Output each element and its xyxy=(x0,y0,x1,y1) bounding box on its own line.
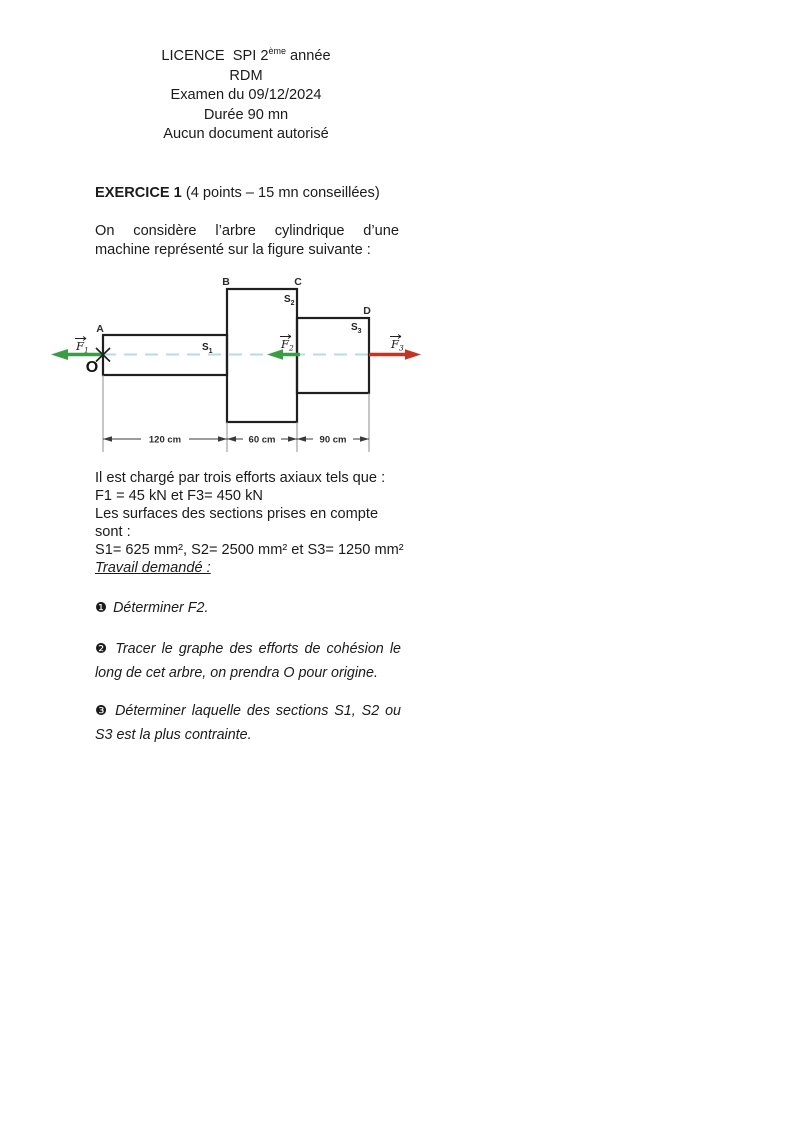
section-label-s1: $S_1$ xyxy=(202,342,213,355)
question-1 xyxy=(95,596,401,620)
header-course-pre: LICENCE SPI 2 xyxy=(161,48,269,64)
force-f3-arrowhead-icon xyxy=(405,349,421,359)
dim-arrowhead-icon xyxy=(360,436,369,442)
question-1-text: Déterminer F2. xyxy=(113,600,209,616)
question-3 xyxy=(95,699,401,748)
header-course-post: année xyxy=(285,48,331,64)
exercise-intro-paragraph: On considère l’arbre cylindrique d’une machine représenté sur la figure suivante : xyxy=(95,223,399,258)
section-label-s3: $S_3$ xyxy=(351,322,362,335)
loading-description xyxy=(95,470,407,560)
loading-line-4: S1= 625 mm², S2= 2500 mm² et S3= 1250 mm² xyxy=(95,541,404,558)
force-label-f2: $F_2$ xyxy=(281,337,294,353)
question-2-text: Tracer le graphe des efforts de cohésion le long de cet arbre, on prendra O pour origine. xyxy=(95,641,401,682)
dimension-label-90cm: 90 cm xyxy=(319,434,347,446)
header-line-duration: Durée 90 mn xyxy=(203,106,289,123)
header-line-no-documents: Aucun document autorisé xyxy=(163,126,329,142)
question-1-number-icon: ❶ xyxy=(95,600,108,616)
shaft-diagram-svg xyxy=(45,268,425,458)
work-requested-heading: Travail demandé : xyxy=(95,560,211,576)
force-label-f3: $F_3$ xyxy=(391,337,404,353)
exercise-title-number: EXERCICE 1 xyxy=(95,185,182,201)
loading-line-2: F1 = 45 kN et F3= 450 kN xyxy=(95,487,263,504)
force-label-f1: $F_1$ xyxy=(76,339,89,355)
dim-arrowhead-icon xyxy=(227,436,236,442)
point-label-c: C xyxy=(294,276,302,288)
question-3-number-icon: ❸ xyxy=(95,703,110,719)
dimension-label-120cm: 120 cm xyxy=(148,434,182,446)
question-3-text: Déterminer laquelle des sections S1, S2 ou S3 est la plus contrainte. xyxy=(95,703,401,744)
point-label-d: D xyxy=(363,305,371,317)
header-course-sup: ème xyxy=(268,46,286,57)
loading-line-1: Il est chargé par trois efforts axiaux tels que : xyxy=(95,470,386,486)
question-2 xyxy=(95,637,401,686)
point-label-b: B xyxy=(222,276,230,288)
exercise-title-points: (4 points – 15 mn conseillées) xyxy=(181,185,380,201)
shaft-figure xyxy=(45,268,425,458)
dimension-label-60cm: 60 cm xyxy=(248,434,276,446)
header-line-exam-date: Examen du 09/12/2024 xyxy=(170,87,322,103)
dim-arrowhead-icon xyxy=(218,436,227,442)
dim-arrowhead-icon xyxy=(288,436,297,442)
dim-arrowhead-icon xyxy=(103,436,112,442)
section-label-s2: $S_2$ xyxy=(284,294,295,307)
origin-label: O xyxy=(85,359,99,376)
dim-arrowhead-icon xyxy=(297,436,306,442)
exercise-title xyxy=(95,185,380,201)
question-2-number-icon: ❷ xyxy=(95,641,110,657)
force-f1-arrowhead-icon xyxy=(51,349,68,360)
header-line-subject: RDM xyxy=(229,67,263,84)
header-line-course xyxy=(95,47,397,67)
point-label-a: A xyxy=(96,323,104,335)
loading-line-3: Les surfaces des sections prises en compte sont : xyxy=(95,505,379,540)
exam-header xyxy=(95,47,397,145)
